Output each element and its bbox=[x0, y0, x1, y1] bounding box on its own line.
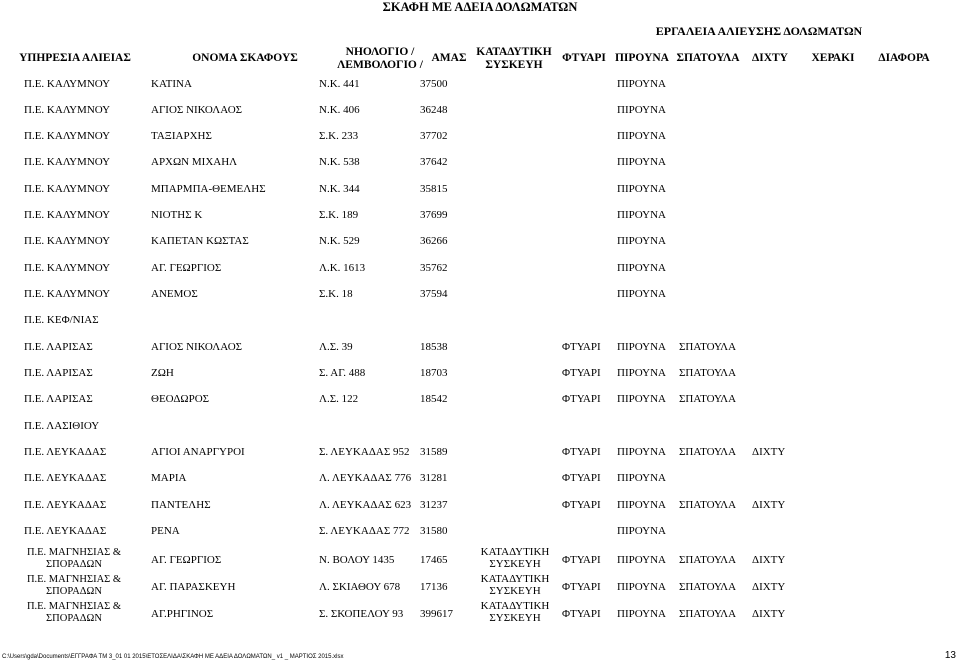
cell-vessel: ΠΑΝΤΕΛΗΣ bbox=[151, 499, 211, 511]
cell-t1: ΦΤΥΑΡΙ bbox=[562, 608, 601, 620]
cell-trap: ΚΑΤΑΔΥΤΙΚΗ ΣΥΣΚΕΥΗ bbox=[480, 546, 550, 570]
cell-t2: ΠΙΡΟΥΝΑ bbox=[617, 288, 666, 300]
page-number: 13 bbox=[944, 650, 956, 661]
header-service: ΥΠΗΡΕΣΙΑ ΑΛΙΕΙΑΣ bbox=[19, 52, 131, 64]
cell-ama: 37500 bbox=[420, 78, 448, 90]
cell-service: Π.Ε. ΜΑΓΝΗΣΙΑΣ & ΣΠΟΡΑΔΩΝ bbox=[26, 601, 122, 624]
cell-t2: ΠΙΡΟΥΝΑ bbox=[617, 104, 666, 116]
cell-service: Π.Ε. ΚΑΛΥΜΝΟΥ bbox=[24, 262, 111, 274]
cell-t3: ΣΠΑΤΟΥΛΑ bbox=[679, 341, 737, 353]
cell-registry: Λ. ΛΕΥΚΑΔΑΣ 776 bbox=[319, 472, 412, 484]
cell-t2: ΠΙΡΟΥΝΑ bbox=[617, 78, 666, 90]
cell-service: Π.Ε. ΛΕΥΚΑΔΑΣ bbox=[24, 446, 107, 458]
cell-t2: ΠΙΡΟΥΝΑ bbox=[617, 235, 666, 247]
header-ama: ΑΜΑΣ bbox=[431, 52, 467, 64]
cell-t1: ΦΤΥΑΡΙ bbox=[562, 367, 601, 379]
cell-t4: ΔΙΧΤΥ bbox=[752, 554, 786, 566]
cell-registry: Λ.Σ. 39 bbox=[319, 341, 353, 353]
cell-vessel: ΑΓ.ΡΗΓΙΝΟΣ bbox=[151, 608, 214, 620]
footer-file-path: C:\Users\gda\Documents\ΕΓΓΡΑΦΑ ΤΜ 3_01 01 2015\ΕΤΟΣΕΛΙΔΑ\ΣΚΑΦΗ ΜΕ ΑΔΕΙΑ ΔΟΛΩΜΑΤΩΝ_ v1 _ ΜΑΡΤΙΟΣ 2015.xlsx bbox=[2, 654, 344, 660]
cell-service: Π.Ε. ΚΑΛΥΜΝΟΥ bbox=[24, 130, 111, 142]
header-tool-other: ΔΙΑΦΟΡΑ bbox=[878, 52, 930, 64]
cell-ama: 399617 bbox=[420, 608, 453, 620]
cell-vessel: ΚΑΠΕΤΑΝ ΚΩΣΤΑΣ bbox=[151, 235, 249, 247]
cell-vessel: ΑΝΕΜΟΣ bbox=[151, 288, 198, 300]
cell-t2: ΠΙΡΟΥΝΑ bbox=[617, 472, 666, 484]
cell-t3: ΣΠΑΤΟΥΛΑ bbox=[679, 446, 737, 458]
cell-ama: 31281 bbox=[420, 472, 448, 484]
header-tool-spatula: ΣΠΑΤΟΥΛΑ bbox=[676, 52, 740, 64]
cell-t3: ΣΠΑΤΟΥΛΑ bbox=[679, 367, 737, 379]
cell-vessel: ΑΓΙΟΙ ΑΝΑΡΓΥΡΟΙ bbox=[151, 446, 245, 458]
cell-registry: Σ.Κ. 233 bbox=[319, 130, 359, 142]
cell-registry: Σ. ΑΓ. 488 bbox=[319, 367, 366, 379]
cell-t4: ΔΙΧΤΥ bbox=[752, 446, 786, 458]
header-registry: ΝΗΟΛΟΓΙΟ / ΛΕΜΒΟΛΟΓΙΟ / bbox=[337, 46, 423, 71]
cell-ama: 37702 bbox=[420, 130, 448, 142]
cell-registry: Σ.Κ. 189 bbox=[319, 209, 359, 221]
cell-t3: ΣΠΑΤΟΥΛΑ bbox=[679, 499, 737, 511]
header-tool-shovel: ΦΤΥΑΡΙ bbox=[562, 52, 606, 64]
cell-service: Π.Ε. ΚΑΛΥΜΝΟΥ bbox=[24, 183, 111, 195]
cell-registry: Ν.Κ. 529 bbox=[319, 235, 360, 247]
cell-t2: ΠΙΡΟΥΝΑ bbox=[617, 367, 666, 379]
cell-t4: ΔΙΧΤΥ bbox=[752, 581, 786, 593]
cell-t1: ΦΤΥΑΡΙ bbox=[562, 446, 601, 458]
cell-service: Π.Ε. ΛΑΡΙΣΑΣ bbox=[24, 393, 93, 405]
cell-t4: ΔΙΧΤΥ bbox=[752, 608, 786, 620]
cell-vessel: ΚΑΤΙΝΑ bbox=[151, 78, 192, 90]
cell-t1: ΦΤΥΑΡΙ bbox=[562, 581, 601, 593]
cell-registry: Ν.Κ. 441 bbox=[319, 78, 360, 90]
cell-service: Π.Ε. ΚΕΦ/ΝΙΑΣ bbox=[24, 314, 99, 326]
cell-vessel: ΝΙΟΤΗΣ Κ bbox=[151, 209, 203, 221]
cell-t2: ΠΙΡΟΥΝΑ bbox=[617, 554, 666, 566]
cell-service: Π.Ε. ΛΑΣΙΘΙΟΥ bbox=[24, 420, 100, 432]
header-vessel: ΟΝΟΜΑ ΣΚΑΦΟΥΣ bbox=[192, 52, 298, 64]
cell-service: Π.Ε. ΛΑΡΙΣΑΣ bbox=[24, 367, 93, 379]
cell-t2: ΠΙΡΟΥΝΑ bbox=[617, 156, 666, 168]
document-title: ΣΚΑΦΗ ΜΕ ΑΔΕΙΑ ΔΟΛΩΜΑΤΩΝ bbox=[382, 0, 578, 14]
cell-service: Π.Ε. ΜΑΓΝΗΣΙΑΣ & ΣΠΟΡΑΔΩΝ bbox=[26, 574, 122, 597]
cell-ama: 35815 bbox=[420, 183, 448, 195]
cell-ama: 36266 bbox=[420, 235, 448, 247]
cell-service: Π.Ε. ΛΕΥΚΑΔΑΣ bbox=[24, 499, 107, 511]
cell-registry: Λ. ΣΚΙΑΘΟΥ 678 bbox=[319, 581, 401, 593]
cell-vessel: ΑΓΙΟΣ ΝΙΚΟΛΑΟΣ bbox=[151, 104, 243, 116]
cell-registry: Ν.Κ. 538 bbox=[319, 156, 360, 168]
cell-t2: ΠΙΡΟΥΝΑ bbox=[617, 183, 666, 195]
cell-ama: 17136 bbox=[420, 581, 448, 593]
cell-service: Π.Ε. ΛΑΡΙΣΑΣ bbox=[24, 341, 93, 353]
cell-t2: ΠΙΡΟΥΝΑ bbox=[617, 262, 666, 274]
cell-service: Π.Ε. ΛΕΥΚΑΔΑΣ bbox=[24, 525, 107, 537]
cell-ama: 17465 bbox=[420, 554, 448, 566]
cell-vessel: ΖΩΗ bbox=[151, 367, 174, 379]
cell-trap: ΚΑΤΑΔΥΤΙΚΗ ΣΥΣΚΕΥΗ bbox=[480, 573, 550, 597]
cell-registry: Λ.Σ. 122 bbox=[319, 393, 359, 405]
cell-vessel: ΡΕΝΑ bbox=[151, 525, 180, 537]
cell-registry: Σ. ΛΕΥΚΑΔΑΣ 772 bbox=[319, 525, 410, 537]
cell-t1: ΦΤΥΑΡΙ bbox=[562, 393, 601, 405]
cell-vessel: ΑΓ. ΓΕΩΡΓΙΟΣ bbox=[151, 262, 222, 274]
cell-t4: ΔΙΧΤΥ bbox=[752, 499, 786, 511]
cell-t1: ΦΤΥΑΡΙ bbox=[562, 499, 601, 511]
cell-ama: 18538 bbox=[420, 341, 448, 353]
cell-t3: ΣΠΑΤΟΥΛΑ bbox=[679, 608, 737, 620]
cell-t3: ΣΠΑΤΟΥΛΑ bbox=[679, 554, 737, 566]
cell-t1: ΦΤΥΑΡΙ bbox=[562, 341, 601, 353]
cell-t2: ΠΙΡΟΥΝΑ bbox=[617, 608, 666, 620]
cell-service: Π.Ε. ΚΑΛΥΜΝΟΥ bbox=[24, 78, 111, 90]
cell-t1: ΦΤΥΑΡΙ bbox=[562, 472, 601, 484]
cell-t1: ΦΤΥΑΡΙ bbox=[562, 554, 601, 566]
cell-t2: ΠΙΡΟΥΝΑ bbox=[617, 525, 666, 537]
cell-ama: 18542 bbox=[420, 393, 448, 405]
header-tool-hand: ΧΕΡΑΚΙ bbox=[811, 52, 855, 64]
cell-registry: Λ.Κ. 1613 bbox=[319, 262, 366, 274]
cell-registry: Ν. ΒΟΛΟΥ 1435 bbox=[319, 554, 395, 566]
cell-registry: Λ. ΛΕΥΚΑΔΑΣ 623 bbox=[319, 499, 412, 511]
cell-t2: ΠΙΡΟΥΝΑ bbox=[617, 446, 666, 458]
cell-ama: 35762 bbox=[420, 262, 448, 274]
header-tool-fork: ΠΙΡΟΥΝΑ bbox=[614, 52, 669, 64]
cell-t3: ΣΠΑΤΟΥΛΑ bbox=[679, 393, 737, 405]
tools-group-title: ΕΡΓΑΛΕΙΑ ΑΛΙΕΥΣΗΣ ΔΟΛΩΜΑΤΩΝ bbox=[655, 24, 863, 38]
cell-ama: 36248 bbox=[420, 104, 448, 116]
cell-registry: Ν.Κ. 344 bbox=[319, 183, 360, 195]
cell-service: Π.Ε. ΚΑΛΥΜΝΟΥ bbox=[24, 209, 111, 221]
header-tool-net: ΔΙΧΤΥ bbox=[752, 52, 788, 64]
cell-ama: 37594 bbox=[420, 288, 448, 300]
cell-vessel: ΜΠΑΡΜΠΑ-ΘΕΜΕΛΗΣ bbox=[151, 183, 266, 195]
cell-service: Π.Ε. ΜΑΓΝΗΣΙΑΣ & ΣΠΟΡΑΔΩΝ bbox=[26, 547, 122, 570]
cell-t2: ΠΙΡΟΥΝΑ bbox=[617, 130, 666, 142]
cell-vessel: ΘΕΟΔΩΡΟΣ bbox=[151, 393, 210, 405]
cell-ama: 31237 bbox=[420, 499, 448, 511]
cell-t3: ΣΠΑΤΟΥΛΑ bbox=[679, 581, 737, 593]
cell-registry: Σ.Κ. 18 bbox=[319, 288, 353, 300]
cell-registry: Σ. ΣΚΟΠΕΛΟΥ 93 bbox=[319, 608, 404, 620]
header-trap: ΚΑΤΑΔΥΤΙΚΗ ΣΥΣΚΕΥΗ bbox=[476, 46, 552, 71]
cell-vessel: ΑΓ. ΓΕΩΡΓΙΟΣ bbox=[151, 554, 222, 566]
cell-t2: ΠΙΡΟΥΝΑ bbox=[617, 499, 666, 511]
cell-t2: ΠΙΡΟΥΝΑ bbox=[617, 341, 666, 353]
cell-t2: ΠΙΡΟΥΝΑ bbox=[617, 209, 666, 221]
cell-service: Π.Ε. ΚΑΛΥΜΝΟΥ bbox=[24, 288, 111, 300]
cell-service: Π.Ε. ΚΑΛΥΜΝΟΥ bbox=[24, 104, 111, 116]
cell-registry: Ν.Κ. 406 bbox=[319, 104, 360, 116]
cell-ama: 37642 bbox=[420, 156, 448, 168]
cell-vessel: ΤΑΞΙΑΡΧΗΣ bbox=[151, 130, 212, 142]
cell-service: Π.Ε. ΛΕΥΚΑΔΑΣ bbox=[24, 472, 107, 484]
cell-service: Π.Ε. ΚΑΛΥΜΝΟΥ bbox=[24, 235, 111, 247]
cell-ama: 37699 bbox=[420, 209, 448, 221]
cell-t2: ΠΙΡΟΥΝΑ bbox=[617, 393, 666, 405]
cell-vessel: ΑΓΙΟΣ ΝΙΚΟΛΑΟΣ bbox=[151, 341, 243, 353]
cell-registry: Σ. ΛΕΥΚΑΔΑΣ 952 bbox=[319, 446, 410, 458]
cell-trap: ΚΑΤΑΔΥΤΙΚΗ ΣΥΣΚΕΥΗ bbox=[480, 600, 550, 624]
cell-vessel: ΜΑΡΙΑ bbox=[151, 472, 187, 484]
cell-ama: 31580 bbox=[420, 525, 448, 537]
cell-ama: 31589 bbox=[420, 446, 448, 458]
cell-vessel: ΑΓ. ΠΑΡΑΣΚΕΥΗ bbox=[151, 581, 236, 593]
cell-service: Π.Ε. ΚΑΛΥΜΝΟΥ bbox=[24, 156, 111, 168]
cell-t2: ΠΙΡΟΥΝΑ bbox=[617, 581, 666, 593]
cell-vessel: ΑΡΧΩΝ ΜΙΧΑΗΛ bbox=[151, 156, 238, 168]
cell-ama: 18703 bbox=[420, 367, 448, 379]
